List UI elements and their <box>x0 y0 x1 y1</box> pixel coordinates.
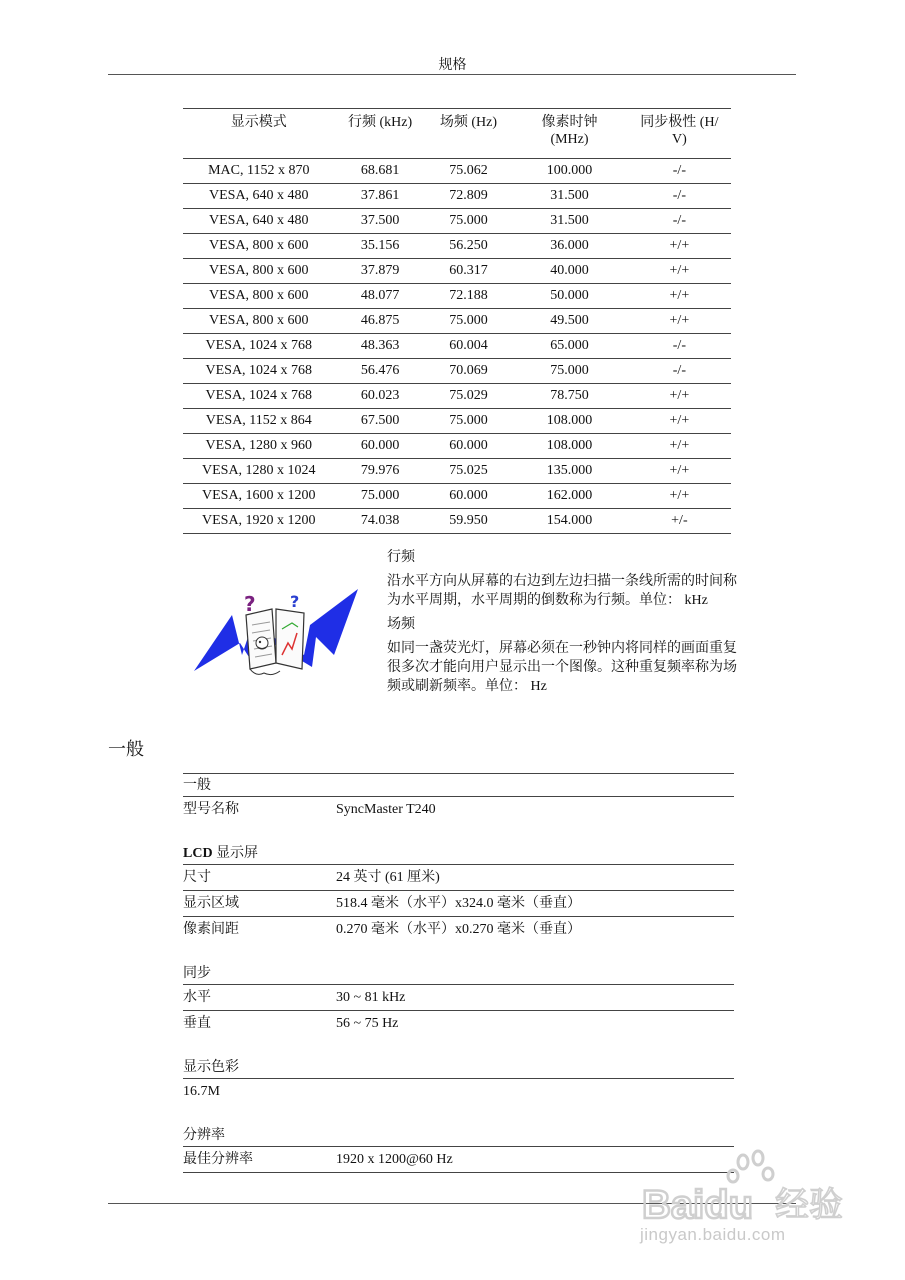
table-cell: 35.156 <box>335 234 426 259</box>
watermark-brand-cn: 经验 <box>775 1185 843 1225</box>
table-row <box>183 159 731 184</box>
table-cell: 60.004 <box>426 334 512 359</box>
spec-row-size <box>183 865 734 891</box>
table-cell: 37.879 <box>335 259 426 284</box>
table-cell: +/+ <box>628 284 731 309</box>
spec-value: 0.270 毫米（水平）x0.270 毫米（垂直） <box>336 922 581 937</box>
table-cell: VESA, 1152 x 864 <box>183 409 335 434</box>
spec-key: 垂直 <box>183 1016 211 1031</box>
watermark-url: jingyan.baidu.com <box>640 1225 786 1244</box>
table-cell: VESA, 800 x 600 <box>183 234 335 259</box>
table-cell: 37.861 <box>335 184 426 209</box>
table-cell: 75.000 <box>426 409 512 434</box>
table-cell: +/+ <box>628 309 731 334</box>
col-header-display-mode: 显示模式 <box>183 109 335 159</box>
table-cell: VESA, 800 x 600 <box>183 259 335 284</box>
table-cell: +/- <box>628 509 731 534</box>
table-row <box>183 434 731 459</box>
table-row <box>183 509 731 534</box>
table-cell: 56.250 <box>426 234 512 259</box>
group-title-general: 一般 <box>183 773 734 797</box>
table-cell: 36.000 <box>511 234 628 259</box>
spec-color-value: 16.7M <box>183 1084 220 1099</box>
table-cell: VESA, 1280 x 960 <box>183 434 335 459</box>
table-cell: 31.500 <box>511 209 628 234</box>
table-row <box>183 409 731 434</box>
group-title-color: 显示色彩 <box>183 1056 734 1079</box>
table-cell: 79.976 <box>335 459 426 484</box>
table-cell: 75.062 <box>426 159 512 184</box>
table-cell: VESA, 800 x 600 <box>183 309 335 334</box>
table-row <box>183 209 731 234</box>
table-cell: +/+ <box>628 384 731 409</box>
table-cell: 100.000 <box>511 159 628 184</box>
table-cell: 75.000 <box>426 309 512 334</box>
table-row <box>183 334 731 359</box>
table-cell: -/- <box>628 334 731 359</box>
table-cell: 37.500 <box>335 209 426 234</box>
table-cell: VESA, 1024 x 768 <box>183 334 335 359</box>
table-cell: 72.809 <box>426 184 512 209</box>
spec-row-horizontal <box>183 985 734 1011</box>
v-freq-description: 如同一盏荧光灯，屏幕必须在一秒钟内将同样的画面重复很多次才能向用户显示出一个图像。这种重复频率称为场频或刷新频率。单位： Hz <box>387 641 737 694</box>
table-cell: VESA, 1600 x 1200 <box>183 484 335 509</box>
table-cell: VESA, 1280 x 1024 <box>183 459 335 484</box>
table-cell: 108.000 <box>511 409 628 434</box>
table-cell: 68.681 <box>335 159 426 184</box>
table-cell: +/+ <box>628 434 731 459</box>
spec-table <box>183 773 734 1173</box>
table-cell: 70.069 <box>426 359 512 384</box>
table-cell: 56.476 <box>335 359 426 384</box>
table-row <box>183 234 731 259</box>
table-row <box>183 459 731 484</box>
table-row <box>183 384 731 409</box>
table-cell: 75.000 <box>426 209 512 234</box>
spec-key: 尺寸 <box>183 870 211 885</box>
spec-value: 24 英寸 (61 厘米) <box>336 870 440 885</box>
group-title-resolution: 分辨率 <box>183 1124 734 1147</box>
spec-row-pixel-pitch <box>183 917 734 942</box>
table-cell: +/+ <box>628 409 731 434</box>
table-cell: 60.023 <box>335 384 426 409</box>
table-cell: VESA, 640 x 480 <box>183 209 335 234</box>
timing-table-body <box>183 159 731 534</box>
table-cell: 75.029 <box>426 384 512 409</box>
col-header-pixel-clock: 像素时钟 (MHz) <box>511 109 628 159</box>
frequency-explanation <box>387 548 737 701</box>
spec-value: 518.4 毫米（水平）x324.0 毫米（垂直） <box>336 896 581 911</box>
spec-key: 最佳分辨率 <box>183 1152 253 1167</box>
section-heading-general: 一般 <box>108 739 144 759</box>
spec-value: 56 ~ 75 Hz <box>336 1016 399 1031</box>
table-cell: +/+ <box>628 259 731 284</box>
spec-key: 像素间距 <box>183 922 239 937</box>
table-cell: 60.000 <box>426 434 512 459</box>
table-cell: 31.500 <box>511 184 628 209</box>
confused-book-icon <box>192 585 360 681</box>
spec-row-model <box>183 797 734 822</box>
col-header-sync-polarity: 同步极性 (H/ V) <box>628 109 731 159</box>
table-row <box>183 284 731 309</box>
table-cell: -/- <box>628 359 731 384</box>
table-cell: 67.500 <box>335 409 426 434</box>
col-header-h-freq: 行频 (kHz) <box>335 109 426 159</box>
table-cell: 162.000 <box>511 484 628 509</box>
table-row <box>183 359 731 384</box>
table-row <box>183 259 731 284</box>
table-cell: VESA, 1024 x 768 <box>183 384 335 409</box>
table-cell: +/+ <box>628 484 731 509</box>
table-row <box>183 309 731 334</box>
spec-key: 水平 <box>183 990 211 1005</box>
spec-row-vertical <box>183 1011 734 1036</box>
spec-value: 30 ~ 81 kHz <box>336 990 406 1005</box>
table-cell: 78.750 <box>511 384 628 409</box>
spec-key: 显示区域 <box>183 896 239 911</box>
table-cell: -/- <box>628 209 731 234</box>
table-cell: 154.000 <box>511 509 628 534</box>
table-row <box>183 184 731 209</box>
table-cell: -/- <box>628 184 731 209</box>
header-divider <box>108 74 796 75</box>
group-title-sync: 同步 <box>183 962 734 985</box>
table-cell: 72.188 <box>426 284 512 309</box>
table-cell: VESA, 1024 x 768 <box>183 359 335 384</box>
h-freq-term: 行频 <box>387 550 415 565</box>
table-cell: 46.875 <box>335 309 426 334</box>
lcd-title-bold: LCD <box>183 846 213 861</box>
table-cell: -/- <box>628 159 731 184</box>
col-header-v-freq: 场频 (Hz) <box>426 109 512 159</box>
table-cell: VESA, 800 x 600 <box>183 284 335 309</box>
h-freq-description: 沿水平方向从屏幕的右边到左边扫描一条线所需的时间称为水平周期，水平周期的倒数称为行频。单位： kHz <box>387 574 737 608</box>
table-cell: VESA, 640 x 480 <box>183 184 335 209</box>
table-cell: 75.000 <box>511 359 628 384</box>
lcd-title-rest: 显示屏 <box>212 846 259 861</box>
table-cell: 59.950 <box>426 509 512 534</box>
table-row <box>183 484 731 509</box>
svg-text:?: ? <box>244 592 256 616</box>
table-cell: 49.500 <box>511 309 628 334</box>
spec-value: SyncMaster T240 <box>336 802 436 817</box>
table-cell: 74.038 <box>335 509 426 534</box>
table-cell: 48.077 <box>335 284 426 309</box>
page-header-title: 规格 <box>438 58 467 73</box>
table-cell: +/+ <box>628 459 731 484</box>
group-title-lcd <box>183 842 734 865</box>
table-cell: MAC, 1152 x 870 <box>183 159 335 184</box>
svg-text:?: ? <box>290 592 300 611</box>
v-freq-term: 场频 <box>387 617 415 632</box>
table-cell: 108.000 <box>511 434 628 459</box>
table-cell: 75.000 <box>335 484 426 509</box>
table-cell: +/+ <box>628 234 731 259</box>
spec-value: 1920 x 1200@60 Hz <box>336 1152 453 1167</box>
table-cell: 50.000 <box>511 284 628 309</box>
table-cell: 48.363 <box>335 334 426 359</box>
table-cell: 60.000 <box>335 434 426 459</box>
table-cell: 60.317 <box>426 259 512 284</box>
table-cell: 135.000 <box>511 459 628 484</box>
table-cell: 75.025 <box>426 459 512 484</box>
timing-modes-table <box>183 108 731 534</box>
table-cell: 60.000 <box>426 484 512 509</box>
watermark-brand: Baidu <box>642 1183 754 1227</box>
table-cell: VESA, 1920 x 1200 <box>183 509 335 534</box>
table-header-row <box>183 109 731 159</box>
table-cell: 65.000 <box>511 334 628 359</box>
table-cell: 40.000 <box>511 259 628 284</box>
spec-key: 型号名称 <box>183 802 239 817</box>
spec-row-display-area <box>183 891 734 917</box>
